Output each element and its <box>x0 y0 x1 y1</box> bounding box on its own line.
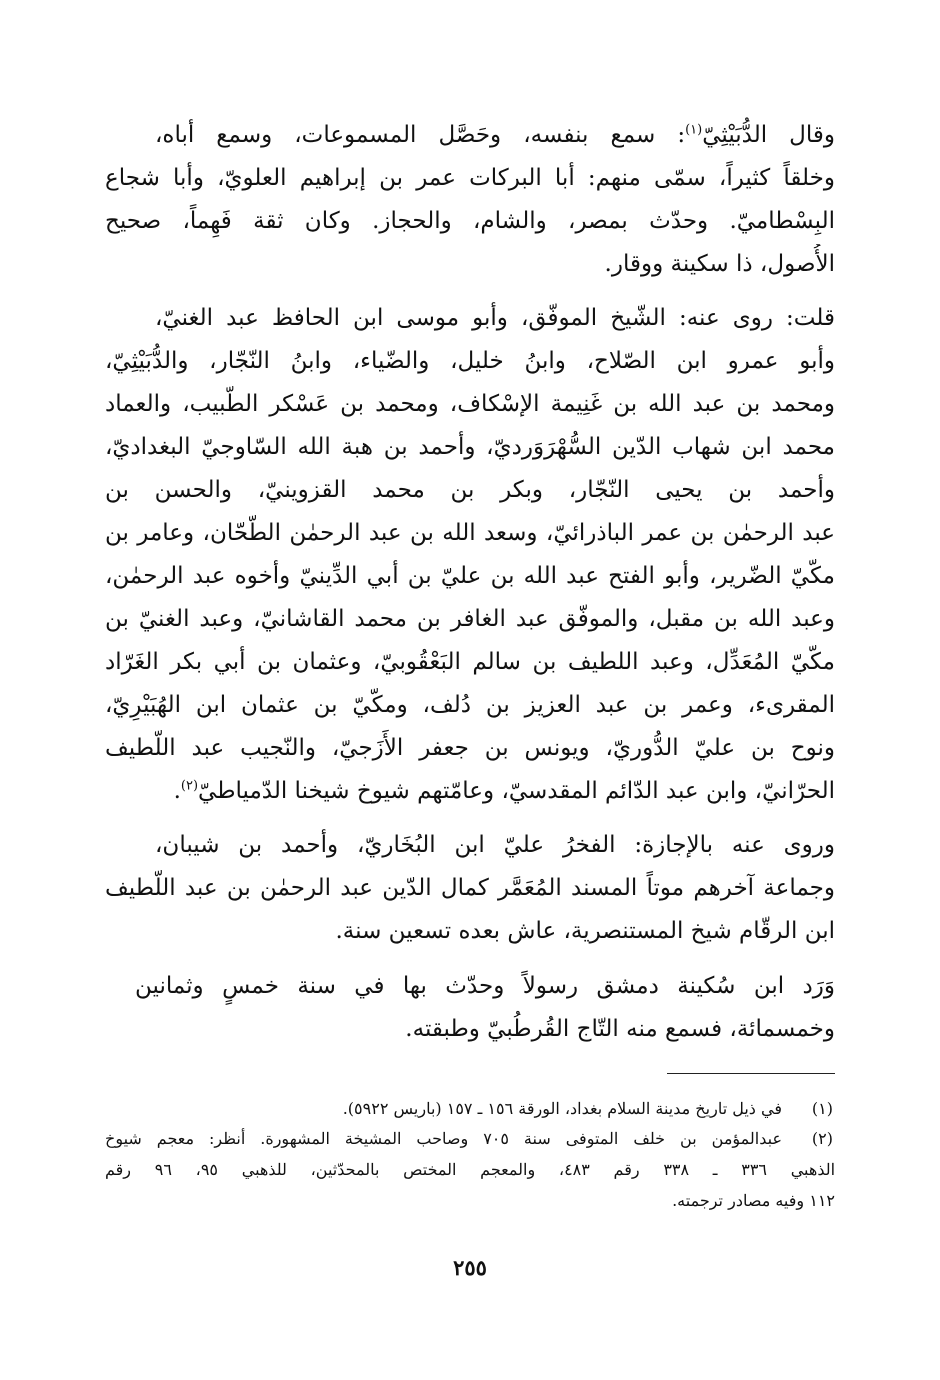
paragraph-1-line-3: البِسْطاميّ. وحدّث بمصر، والشام، والحجاز. وكان ثقة فَهِماً، صحيح <box>105 208 835 234</box>
paragraph-2-line-10: المقرىء، وعمر بن عبد العزيز بن دُلف، ومكّيّ بن عثمان ابن الهُبَيْرِيّ، <box>105 692 835 718</box>
footnote-ref-2: (٢) <box>180 778 199 794</box>
paragraph-2-line-12-tail: . <box>173 778 181 804</box>
paragraph-1-line-1-rest: : سمع بنفسه، وحَصَّل المسموعات، وسمع أباه، <box>155 122 686 148</box>
paragraph-2-line-11: ونوح بن عليّ الدُّوريّ، ويونس بن جعفر الأَزَجيّ، والنّجيب عبد اللّطيف <box>105 735 835 761</box>
page-number: ٢٥٥ <box>453 1255 487 1280</box>
paragraph-4-line-2: وخمسمائة، فسمع منه التّاج القُرطُبيّ وطبقته. <box>405 1016 835 1042</box>
footnote-separator <box>667 1073 835 1074</box>
paragraph-2-line-3: ومحمد بن عبد الله بن غَنِيمة الإسْكاف، ومحمد بن عَسْكر الطّبيب، والعماد <box>105 391 835 417</box>
paragraph-2-line-4: محمد ابن شهاب الدّين السُّهْرَوَرديّ، وأحمد بن هبة الله السّاوجيّ البغداديّ، <box>105 434 835 460</box>
paragraph-2-line-12 <box>105 771 835 811</box>
paragraph-3-line-2: وجماعة آخرهم موتاً المسند المُعَمَّر كمال الدّين عبد الرحمٰن بن عبد اللّطيف <box>105 875 835 901</box>
paragraph-3-line-1: وروى عنه بالإجازة: الفخرُ عليّ ابن البُخَاريّ، وأحمد بن شيبان، <box>155 832 835 858</box>
paragraph-2-line-6: عبد الرحمٰن بن عمر الباذرائيّ، وسعد الله بن عبد الرحمٰن الطّحّان، وعامر بن <box>105 520 835 546</box>
paragraph-2-line-2: وأبو عمرو ابن الصّلاح، وابنُ خليل، والضّياء، وابنُ النّجّار، والدُّبَيْثِيّ، <box>105 348 835 374</box>
paragraph-2-line-8: وعبد الله بن مقبل، والموفّق عبد الغافر بن محمد القاشانيّ، وعبد الغنيّ بن <box>105 606 835 632</box>
paragraph-1-line-2: وخلقاً كثيراً، سمّى منهم: أبا البركات عمر بن إبراهيم العلويّ، وأبا شجاع <box>105 165 835 191</box>
paragraph-2-line-12-text: الحرّانيّ، وابن عبد الدّائم المقدسيّ، وعامّتهم شيوخ شيخنا الدّمياطيّ <box>198 778 835 804</box>
paragraph-4-line-1: وَرَد ابن سُكينة دمشق رسولاً وحدّث بها في سنة خمسٍ وثمانين <box>135 973 835 999</box>
footnote-2-line-3: ١١٢ وفيه مصادر ترجمته. <box>672 1191 835 1210</box>
paragraph-1-line-1 <box>155 115 835 155</box>
footnote-ref-1: (١) <box>685 122 703 138</box>
paragraph-2-line-9: مكّيّ المُعَدِّل، وعبد اللطيف بن سالم البَعْقُوبيّ، وعثمان بن أبي بكر الغَرّاد <box>105 649 835 675</box>
footnote-2-number: (٢) <box>811 1129 833 1148</box>
footnote-2-line-2: الذهبي ٣٣٦ ـ ٣٣٨ رقم ٤٨٣، والمعجم المختص بالمحدّثين، للذهبي ٩٥، ٩٦ رقم <box>105 1160 835 1179</box>
footnote-1-line-1: في ذيل تاريخ مدينة السلام بغداد، الورقة ١٥٦ ـ ١٥٧ (باريس ٥٩٢٢). <box>342 1099 782 1118</box>
footnote-2-line-1: عبدالمؤمن بن خلف المتوفى سنة ٧٠٥ وصاحب المشيخة المشهورة. أنظر: معجم شيوخ <box>105 1129 782 1148</box>
paragraph-3-line-3: ابن الرقّام شيخ المستنصرية، عاش بعده تسعين سنة. <box>335 918 835 944</box>
paragraph-1-line-1-start: وقال الدُّبَيْثِيّ <box>702 122 835 148</box>
paragraph-2-line-7: مكّيّ الضّرير، وأبو الفتح عبد الله بن عليّ بن أبي الدِّينيّ وأخوه عبد الرحمٰن، <box>105 563 835 589</box>
paragraph-2-line-1: قلت: روى عنه: الشّيخ الموفّق، وأبو موسى ابن الحافظ عبد الغنيّ، <box>155 305 835 331</box>
paragraph-2-line-5: وأحمد بن يحيى النّجّار، وبكر بن محمد القزوينيّ، والحسن بن <box>105 477 835 503</box>
footnote-1-number: (١) <box>811 1099 833 1118</box>
paragraph-1-line-4: الأُصول، ذا سكينة ووقار. <box>604 251 835 277</box>
